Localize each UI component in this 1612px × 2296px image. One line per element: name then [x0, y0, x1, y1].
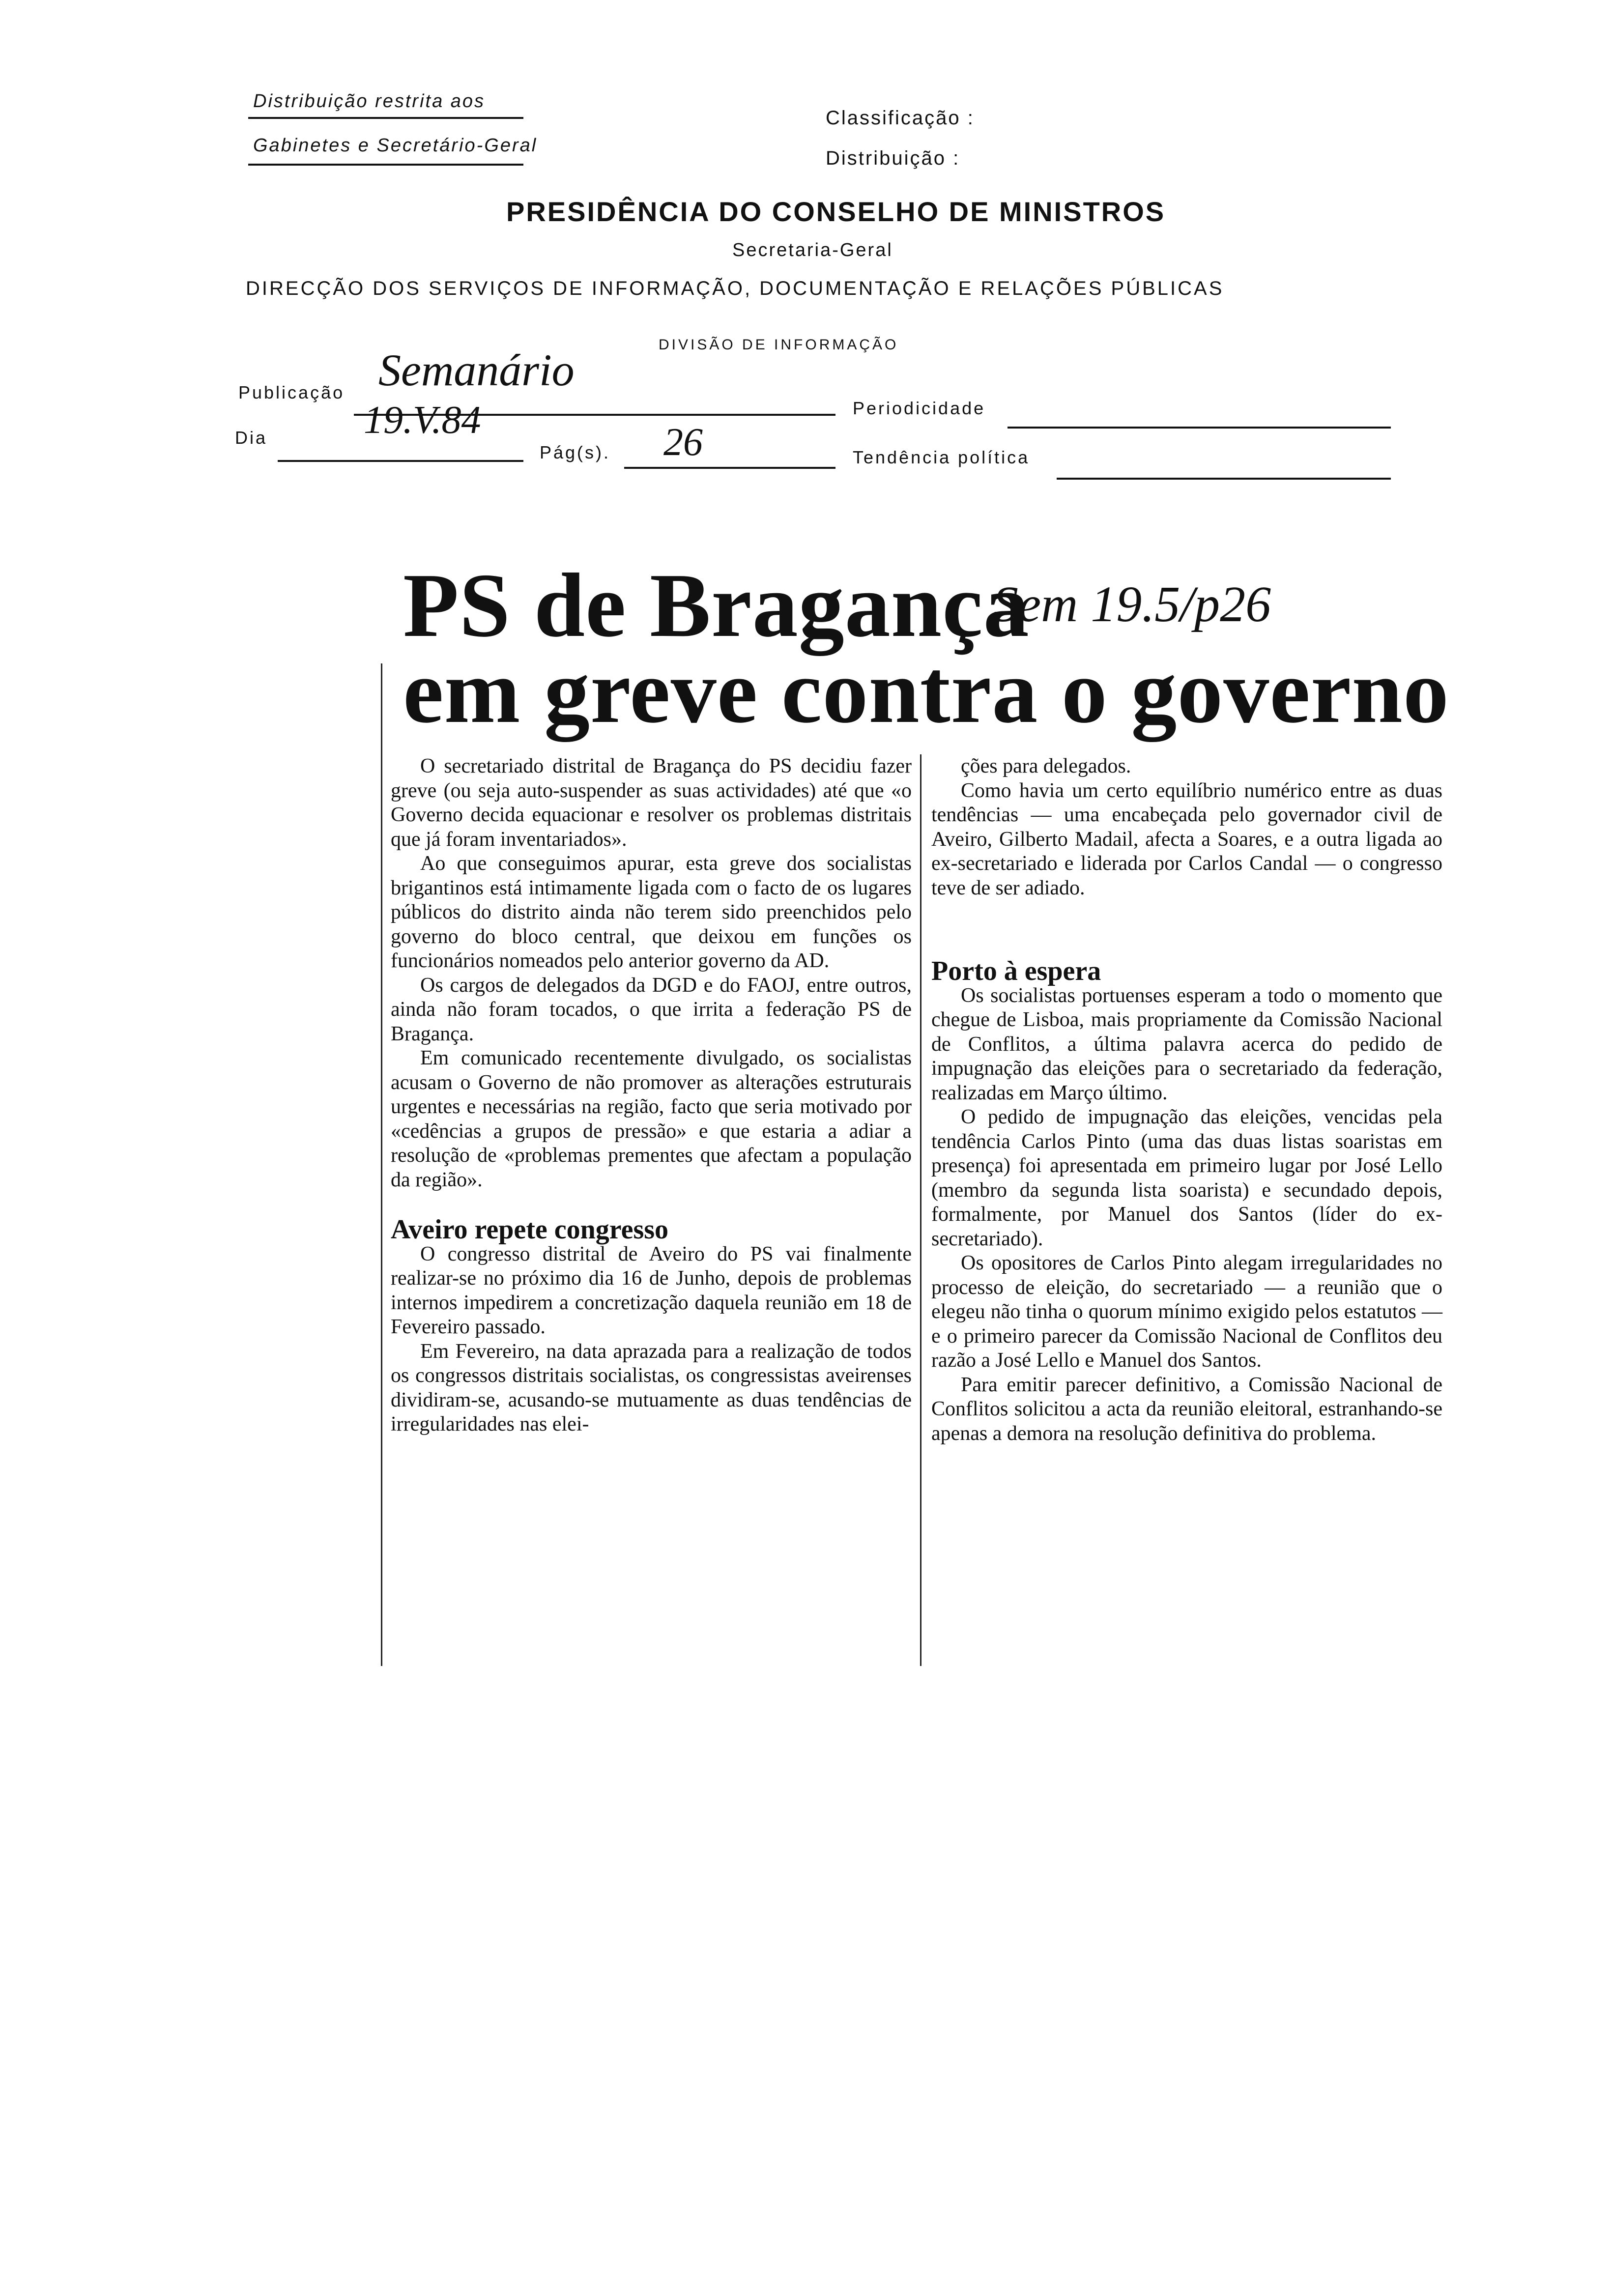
subheading-porto: Porto à espera [931, 956, 1101, 986]
paragraph: O secretariado distrital de Bragança do PS decidiu fazer greve (ou seja auto-suspender as suas actividades) até que «o Governo decida equacionar e resolver os problemas distritais que já foram inventariados». [391, 755, 912, 851]
paragraph: Em Fevereiro, na data aprazada para a realização de todos os congressos distritais socialistas, os congressistas aveirenses dividiram-se, acusando-se mutuamente as duas tendências de irregularidades nas elei- [391, 1340, 912, 1435]
paragraph: O pedido de impugnação das eleições, vencidas pela tendência Carlos Pinto (uma das duas listas soaristas em presença) foi apresentada em primeiro lugar por José Lello (membro da segunda lista soarista) e secundado depois, formalmente, por Manuel dos Santos (líder do ex-secretariado). [931, 1106, 1442, 1250]
political-tendency-rule [1057, 478, 1391, 480]
left-column-rule [381, 663, 382, 1666]
periodicity-label: Periodicidade [853, 398, 986, 418]
paragraph: Os cargos de delegados da DGD e do FAOJ, entre outros, ainda não foram tocados, o que irrita a federação PS de Bragança. [391, 974, 912, 1045]
ministry-title: PRESIDÊNCIA DO CONSELHO DE MINISTROS [506, 196, 1166, 227]
paragraph: Ao que conseguimos apurar, esta greve dos socialistas brigantinos está intimamente ligada com o facto de os lugares públicos do distrito ainda não terem sido preenchidos pelo governo do bloco central, que deixou em funções os funcionários nomeados pelo anterior governo da AD. [391, 852, 912, 972]
paragraph: Os socialistas portuenses esperam a todo o momento que chegue de Lisboa, mais propriamente da Comissão Nacional de Conflitos, a última palavra acerca do pedido de impugnação das eleições para o secretariado da federação, realizadas em Março último. [931, 984, 1442, 1104]
subheading-aveiro: Aveiro repete congresso [391, 1214, 669, 1245]
secretariat-title: Secretaria-Geral [732, 240, 893, 260]
day-rule [278, 460, 523, 462]
restriction-underline-1 [248, 117, 523, 119]
paragraph: Como havia um certo equilíbrio numérico entre as duas tendências — uma encabeçada pelo governador civil de Aveiro, Gilberto Madail, afecta a Soares, e a outra ligada ao ex-secretariado e liderada por Carlos Candal — o congresso teve de ser adiado. [931, 779, 1442, 899]
publication-handwritten-value: Semanário [378, 345, 575, 395]
periodicity-rule [1008, 427, 1391, 429]
day-label: Dia [235, 428, 268, 448]
handwritten-note: Sem 19.5/p26 [993, 576, 1271, 632]
pages-label: Pág(s). [540, 442, 611, 462]
paragraph: O congresso distrital de Aveiro do PS vai finalmente realizar-se no próximo dia 16 de Junho, depois de problemas internos impedirem a concretização daquela reunião em 18 de Fevereiro passado. [391, 1242, 912, 1338]
restriction-line-2: Gabinetes e Secretário-Geral [253, 135, 538, 156]
paragraph: ções para delegados. [961, 755, 1131, 777]
distribution-label: Distribuição : [826, 147, 960, 169]
pages-handwritten-value: 26 [663, 421, 703, 464]
headline-line-1: PS de Bragança [403, 555, 1030, 656]
publication-label: Publicação [238, 382, 345, 402]
article-column-2 [931, 754, 1442, 1446]
political-tendency-label: Tendência política [853, 447, 1030, 467]
direction-title: DIRECÇÃO DOS SERVIÇOS DE INFORMAÇÃO, DOCUMENTAÇÃO E RELAÇÕES PÚBLICAS [246, 278, 1224, 299]
article-column-1 [391, 754, 912, 1437]
paragraph: Em comunicado recentemente divulgado, os socialistas acusam o Governo de não promover as alterações estruturais urgentes e necessárias na região, facto que seria motivado por «cedências a grupos de pressão» e que estaria a adiar a resolução de «problemas prementes que afectam a população da região». [391, 1047, 912, 1191]
restriction-line-1: Distribuição restrita aos [253, 91, 486, 112]
pages-rule [624, 467, 835, 469]
paragraph: Os opositores de Carlos Pinto alegam irregularidades no processo de eleição, do secretariado — a reunião que o elegeu não tinha o quorum mínimo exigido pelos estatutos — e o primeiro parecer da Comissão Nacional de Conflitos deu razão a José Lello e Manuel dos Santos. [931, 1252, 1442, 1372]
paragraph: Para emitir parecer definitivo, a Comissão Nacional de Conflitos solicitou a acta da reunião eleitoral, estranhando-se apenas a demora na resolução definitiva do problema. [931, 1373, 1442, 1445]
division-title: DIVISÃO DE INFORMAÇÃO [659, 337, 899, 353]
center-column-rule [920, 754, 921, 1666]
headline-line-2: em greve contra o governo [403, 641, 1449, 742]
restriction-underline-2 [248, 164, 523, 166]
day-handwritten-value: 19.V.84 [364, 399, 481, 442]
classification-label: Classificação : [826, 107, 975, 129]
